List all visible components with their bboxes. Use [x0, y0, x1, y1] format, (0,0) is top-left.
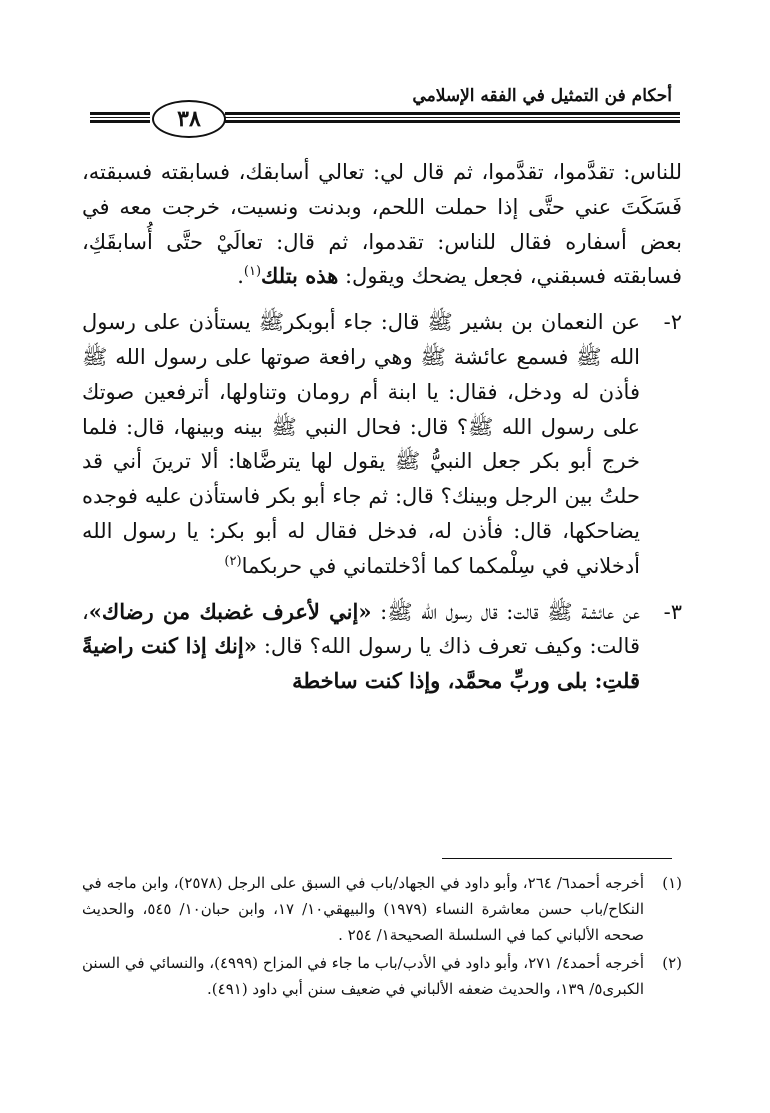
footnotes: [82, 870, 682, 1004]
footnote-ref: (١): [243, 264, 262, 280]
hadith-quote: «إنك إذا كنت راضيةً قلتِ: بلى وربِّ محمَّد، وإذا كنت ساخطة: [82, 633, 640, 694]
footnote-text: أخرجه أحمد٤/ ٢٧١، وأبو داود في الأدب/باب ما جاء في المزاح (٤٩٩٩)، والنسائي في السنن الكبرى٥/ ١٣٩، والحديث ضعفه الألباني في ضعيف سنن أبي داود (٤٩١).: [82, 954, 644, 998]
paragraph-text: للناس: تقدَّموا، تقدَّموا، ثم قال لي: تعالي أسابقك، فسابقته فسبقته، فَسَكَتَ عني حتَّى إذا حملت اللحم، وبدنت ونسيت، خرجت معه في بعض أسفاره فقال للناس: تقدموا، ثم قال: تعالَيْ حتَّى أُسابقَكِ، فسابقته فسبقني، فجعل يضحك ويقول:: [82, 160, 682, 289]
item-number: ٢-: [663, 310, 682, 335]
item-text: [82, 595, 640, 699]
footnote-text: أخرجه أحمد٦/ ٢٦٤، وأبو داود في الجهاد/باب في السبق على الرجل (٢٥٧٨)، وابن ماجه في النكاح/باب حسن معاشرة النساء (١٩٧٩) والبيهقي١٠/ ١٧، وابن حبان١٠/ ٥٤٥، والحديث صححه الألباني كما في السلسلة الصحيحة١/ ٢٥٤ .: [82, 874, 644, 944]
footnote: [82, 870, 682, 948]
item-text: [82, 305, 640, 583]
numbered-item: [82, 305, 682, 583]
header-rule-right: [225, 117, 680, 118]
header-rule-left: [90, 117, 150, 118]
paragraph: [82, 155, 682, 294]
item-body: ، قالت: وكيف تعرف ذاك يا رسول الله؟ قال:: [82, 599, 640, 659]
header-rule-left: [90, 120, 150, 123]
footnote-number: (١): [662, 874, 682, 892]
item-number: ٣-: [663, 599, 682, 624]
paragraph-end: .: [237, 264, 244, 289]
numbered-item: [82, 595, 682, 699]
footnote: [82, 950, 682, 1002]
item-body: عن النعمان بن بشير ﷺ قال: جاء أبوبكرﷺ يستأذن على رسول الله ﷺ فسمع عائشة ﷺ وهي رافعة صوتها على رسول الله ﷺ فأذن له ودخل، فقال: يا ابنة أم رومان وتناولها، أترفعين صوتك على رسول الله ﷺ؟ قال: فحال النبي ﷺ بينه وبينها، قال: فلما خرج أبو بكر جعل النبيُّ ﷺ يقول لها يترضَّاها: ألا ترينَ أني قد حلتُ بين الرجل وبينك؟ قال: ثم جاء أبو بكر فاستأذن عليه فوجده يضاحكها، قال: فأذن له، فدخل فقال له أبو بكر: يا رسول الله أدخلاني في سِلْمكما كما أدْخلتماني في حربكما: [82, 310, 640, 578]
running-title: أحكام فن التمثيل في الفقه الإسلامي: [412, 86, 672, 106]
footnote-ref: (٢): [224, 553, 242, 569]
header-rule-left: [90, 112, 150, 115]
page-header: [90, 68, 680, 138]
main-text: [82, 155, 682, 699]
page-number: ٣٨: [152, 100, 226, 138]
bold-phrase: هذه بتلك: [261, 263, 339, 289]
item-body: عن عائشة ﷺ قالت: قال رسول الله ﷺ:: [371, 599, 640, 624]
footnote-number: (٢): [662, 954, 682, 972]
header-rule-right: [225, 112, 680, 115]
footnote-divider: [442, 858, 672, 859]
header-rule-right: [225, 120, 680, 123]
hadith-quote: «إني لأعرف غضبك من رضاك»: [88, 598, 372, 624]
